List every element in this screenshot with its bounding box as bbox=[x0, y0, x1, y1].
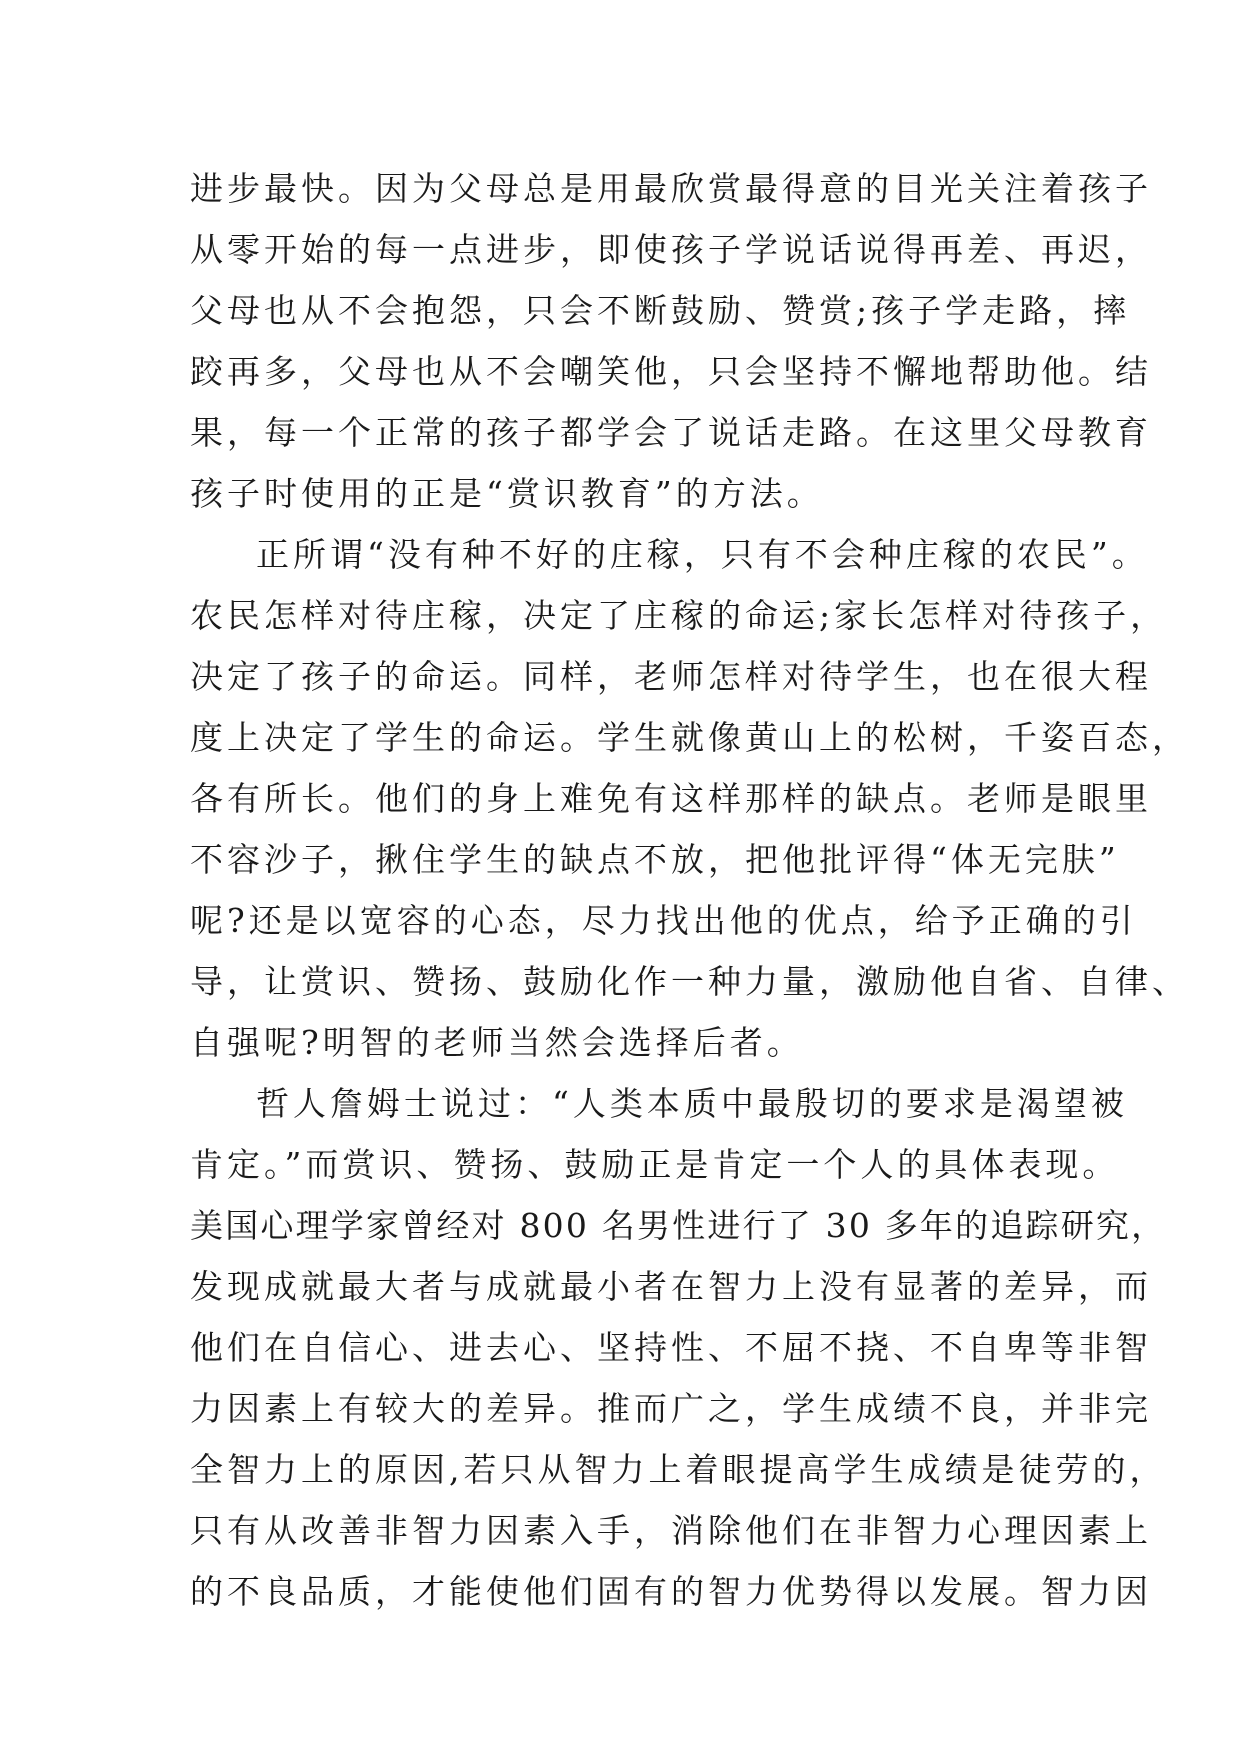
text-line: 呢?还是以宽容的心态，尽力找出他的优点，给予正确的引 bbox=[190, 901, 1137, 940]
text-line: 决定了孩子的命运。同样，老师怎样对待学生，也在很大程 bbox=[190, 657, 1152, 696]
text-line: 自强呢?明智的老师当然会选择后者。 bbox=[190, 1023, 804, 1062]
text-line: 肯定。”而赏识、赞扬、鼓励正是肯定一个人的具体表现。 bbox=[190, 1145, 1120, 1184]
text-line: 导，让赏识、赞扬、鼓励化作一种力量，激励他自省、自律、 bbox=[190, 962, 1189, 1001]
paragraph-first-line: 哲人詹姆士说过：“人类本质中最殷切的要求是渴望被 bbox=[256, 1084, 1128, 1123]
text-line: 不容沙子，揪住学生的缺点不放，把他批评得“体无完肤” bbox=[190, 840, 1120, 879]
text-line: 从零开始的每一点进步，即使孩子学说话说得再差、再迟， bbox=[190, 230, 1152, 269]
text-line: 果，每一个正常的孩子都学会了说话走路。在这里父母教育 bbox=[190, 413, 1152, 452]
text-line: 只有从改善非智力因素入手，消除他们在非智力心理因素上 bbox=[190, 1511, 1152, 1550]
text-line: 发现成就最大者与成就最小者在智力上没有显著的差异，而 bbox=[190, 1267, 1152, 1306]
text-line: 美国心理学家曾经对 800 名男性进行了 30 多年的追踪研究， bbox=[190, 1206, 1167, 1245]
text-line: 全智力上的原因,若只从智力上着眼提高学生成绩是徒劳的， bbox=[190, 1450, 1167, 1489]
paragraph-first-line: 正所谓“没有种不好的庄稼，只有不会种庄稼的农民”。 bbox=[256, 535, 1149, 574]
text-line: 农民怎样对待庄稼，决定了庄稼的命运;家长怎样对待孩子， bbox=[190, 596, 1168, 635]
text-line: 跤再多，父母也从不会嘲笑他，只会坚持不懈地帮助他。结 bbox=[190, 352, 1152, 391]
text-line: 父母也从不会抱怨，只会不断鼓励、赞赏;孩子学走路，摔 bbox=[190, 291, 1131, 330]
text-line: 力因素上有较大的差异。推而广之，学生成绩不良，并非完 bbox=[190, 1389, 1152, 1428]
text-line: 进步最快。因为父母总是用最欣赏最得意的目光关注着孩子 bbox=[190, 169, 1152, 208]
text-line: 度上决定了学生的命运。学生就像黄山上的松树，千姿百态， bbox=[190, 718, 1189, 757]
body-text bbox=[190, 158, 1189, 1622]
text-line: 的不良品质，才能使他们固有的智力优势得以发展。智力因 bbox=[190, 1572, 1152, 1611]
text-line: 他们在自信心、进去心、坚持性、不屈不挠、不自卑等非智 bbox=[190, 1328, 1152, 1367]
text-line: 各有所长。他们的身上难免有这样那样的缺点。老师是眼里 bbox=[190, 779, 1152, 818]
text-line: 孩子时使用的正是“赏识教育”的方法。 bbox=[190, 474, 824, 513]
